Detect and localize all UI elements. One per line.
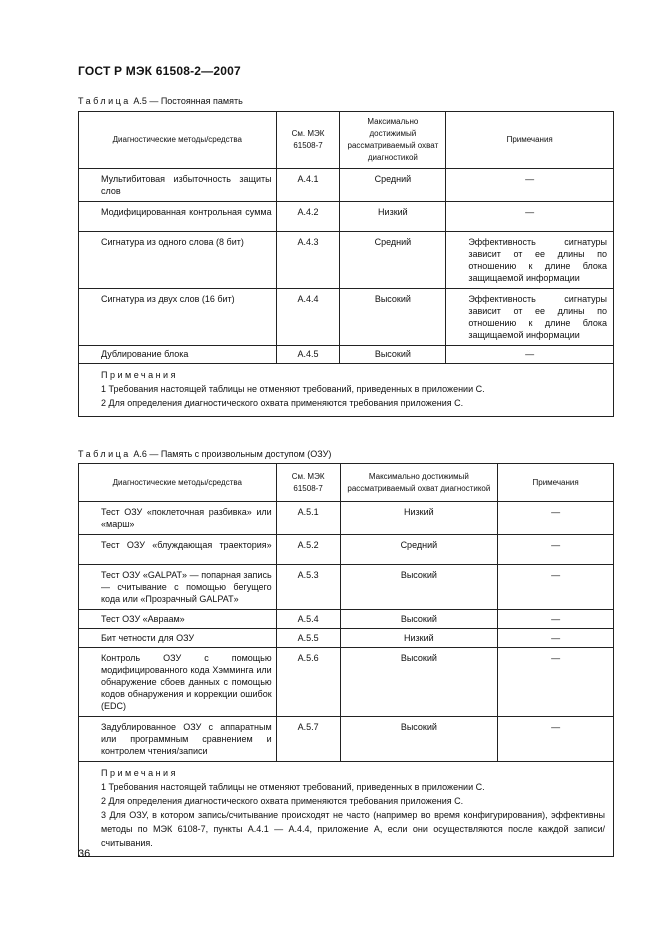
table-row <box>79 648 614 717</box>
ref-cell: А.5.6 <box>276 648 340 717</box>
notes-row <box>79 364 614 417</box>
note-cell: Эффективность сигнатуры зависит от ее длины по отношению к длине блока защищаемой информации <box>446 289 614 346</box>
coverage-cell: Средний <box>340 169 446 202</box>
ref-cell: А.5.2 <box>276 535 340 565</box>
note-cell: — <box>446 169 614 202</box>
note-cell: Эффективность сигнатуры зависит от ее длины по отношению к длине блока защищаемой информации <box>446 232 614 289</box>
table-row <box>79 502 614 535</box>
document-header: ГОСТ Р МЭК 61508-2—2007 <box>78 64 241 78</box>
table-row <box>79 346 614 364</box>
table-row <box>79 629 614 648</box>
note-cell: — <box>498 648 614 717</box>
ref-cell: А.5.3 <box>276 565 340 610</box>
page-number: 36 <box>78 848 91 860</box>
table-row <box>79 535 614 565</box>
ref-cell: А.5.5 <box>276 629 340 648</box>
method-cell: Тест ОЗУ «блуждающая траектория» <box>79 535 277 565</box>
table-a6 <box>78 463 614 857</box>
ref-cell: А.5.4 <box>276 610 340 629</box>
ref-cell: А.4.4 <box>276 289 340 346</box>
method-cell: Сигнатура из одного слова (8 бит) <box>79 232 277 289</box>
table-row <box>79 565 614 610</box>
table-header-row <box>79 464 614 502</box>
table-row <box>79 202 614 232</box>
ref-cell: А.5.7 <box>276 717 340 762</box>
note-line: 3 Для ОЗУ, в котором запись/считывание происходят не часто (например во время конфигурирования), эффективны методы по МЭК 6108-7, пункты А.4.1 — А.4.4, приложение А, если они осуществляются после каждой записи/считывания. <box>101 810 605 848</box>
note-line: 1 Требования настоящей таблицы не отменяют требований, приведенных в приложении С. <box>101 782 485 792</box>
note-cell: — <box>498 535 614 565</box>
method-cell: Мультибитовая избыточность защиты слов <box>79 169 277 202</box>
note-cell: — <box>498 502 614 535</box>
coverage-cell: Низкий <box>340 502 498 535</box>
table-a5 <box>78 111 614 417</box>
table-a6-caption <box>78 449 331 459</box>
method-cell: Дублирование блока <box>79 346 277 364</box>
method-cell: Задублированное ОЗУ с аппаратным или программным сравнением и контролем чтения/записи <box>79 717 277 762</box>
header-ref: См. МЭК 61508-7 <box>276 112 340 169</box>
table-row <box>79 717 614 762</box>
method-cell: Тест ОЗУ «Авраам» <box>79 610 277 629</box>
caption-word: Таблица <box>78 96 131 106</box>
method-cell: Сигнатура из двух слов (16 бит) <box>79 289 277 346</box>
ref-cell: А.4.1 <box>276 169 340 202</box>
coverage-cell: Высокий <box>340 648 498 717</box>
ref-cell: А.5.1 <box>276 502 340 535</box>
coverage-cell: Низкий <box>340 202 446 232</box>
notes-row <box>79 762 614 857</box>
note-cell: — <box>446 346 614 364</box>
caption-text: А.6 — Память с произвольным доступом (ОЗУ) <box>133 449 332 459</box>
coverage-cell: Высокий <box>340 565 498 610</box>
coverage-cell: Высокий <box>340 610 498 629</box>
table-a5-caption <box>78 96 243 106</box>
note-cell: — <box>498 610 614 629</box>
coverage-cell: Средний <box>340 535 498 565</box>
note-cell: — <box>498 565 614 610</box>
table-row <box>79 610 614 629</box>
method-cell: Бит четности для ОЗУ <box>79 629 277 648</box>
header-coverage: Максимально достижимый рассматриваемый охват диагностикой <box>340 464 498 502</box>
header-methods: Диагностические методы/средства <box>79 464 277 502</box>
method-cell: Контроль ОЗУ с помощью модифицированного кода Хэмминга или обнаружение сбоев данных с помощью кодов обнаружения и коррекции ошибок (EDC) <box>79 648 277 717</box>
caption-word: Таблица <box>78 449 131 459</box>
note-cell: — <box>446 202 614 232</box>
table-row <box>79 232 614 289</box>
ref-cell: А.4.2 <box>276 202 340 232</box>
table-header-row <box>79 112 614 169</box>
coverage-cell: Низкий <box>340 629 498 648</box>
notes-title: Примечания <box>101 768 178 778</box>
header-notes: Примечания <box>498 464 614 502</box>
method-cell: Тест ОЗУ «поклеточная разбивка» или «марш» <box>79 502 277 535</box>
notes-title: Примечания <box>101 370 178 380</box>
table-row <box>79 289 614 346</box>
coverage-cell: Высокий <box>340 346 446 364</box>
method-cell: Модифицированная контрольная сумма <box>79 202 277 232</box>
header-coverage: Максимально достижимый рассматриваемый охват диагностикой <box>340 112 446 169</box>
header-methods: Диагностические методы/средства <box>79 112 277 169</box>
note-cell: — <box>498 629 614 648</box>
ref-cell: А.4.5 <box>276 346 340 364</box>
note-line: 1 Требования настоящей таблицы не отменяют требований, приведенных в приложении С. <box>101 384 485 394</box>
header-notes: Примечания <box>446 112 614 169</box>
table-row <box>79 169 614 202</box>
caption-text: А.5 — Постоянная память <box>133 96 243 106</box>
header-ref: См. МЭК 61508-7 <box>276 464 340 502</box>
note-line: 2 Для определения диагностического охвата применяются требования приложения С. <box>101 398 464 408</box>
ref-cell: А.4.3 <box>276 232 340 289</box>
notes-cell <box>79 364 614 417</box>
coverage-cell: Средний <box>340 232 446 289</box>
note-cell: — <box>498 717 614 762</box>
notes-cell <box>79 762 614 857</box>
method-cell: Тест ОЗУ «GALPAT» — попарная запись — считывание с помощью бегущего кода или «Прозрачный GALPAT» <box>79 565 277 610</box>
coverage-cell: Высокий <box>340 289 446 346</box>
coverage-cell: Высокий <box>340 717 498 762</box>
note-line: 2 Для определения диагностического охвата применяются требования приложения С. <box>101 796 464 806</box>
